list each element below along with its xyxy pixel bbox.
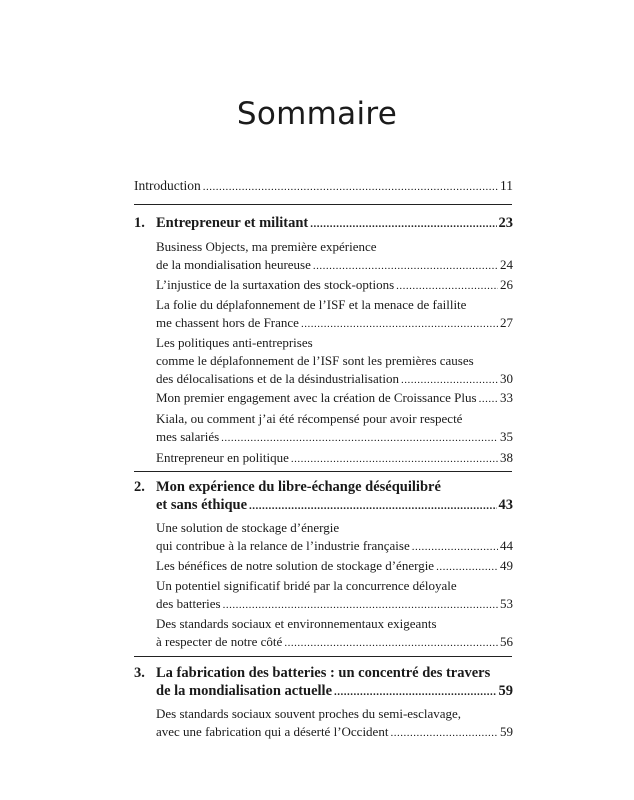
toc-section-1-1 [156, 256, 513, 275]
dot-leader [313, 257, 498, 275]
toc-entry-label: Introduction [134, 178, 201, 193]
toc-section-label: des délocalisations et de la désindustrialisation [156, 371, 399, 386]
toc-page-number: 49 [500, 558, 513, 573]
chapter-number: 2. [134, 479, 145, 495]
dot-leader [223, 596, 498, 614]
toc-section-line: Des standards sociaux et environnementaux exigeants [156, 616, 437, 631]
dot-leader [334, 683, 496, 701]
toc-section-label: Entrepreneur en politique [156, 450, 289, 465]
toc-page-number: 27 [500, 315, 513, 330]
toc-section-line: Des standards sociaux souvent proches du semi-esclavage, [156, 706, 462, 721]
toc-section-line: comme le déplafonnement de l’ISF sont les premières causes [156, 353, 474, 368]
divider [134, 656, 512, 657]
toc-chapter-1 [134, 214, 513, 233]
dot-leader [310, 215, 496, 233]
toc-page-number: 44 [500, 538, 513, 553]
toc-section-label: mes salariés [156, 429, 220, 444]
toc-section-1-5 [156, 389, 513, 408]
toc-section-label: L’injustice de la surtaxation des stock-options [156, 277, 395, 292]
toc-section-3-1 [156, 723, 513, 742]
toc-entry-introduction [134, 177, 513, 196]
dot-leader [436, 558, 498, 576]
dot-leader [291, 450, 498, 468]
toc-page-number: 33 [500, 390, 513, 405]
toc-section-label: de la mondialisation heureuse [156, 257, 311, 272]
toc-page-number: 30 [500, 371, 513, 386]
chapter-title: Entrepreneur et militant [156, 215, 309, 231]
chapter-title: Mon expérience du libre-échange déséquilibré [156, 479, 441, 495]
toc-section-2-1 [156, 537, 513, 556]
toc-section-2-4 [156, 633, 513, 652]
dot-leader [479, 390, 498, 408]
chapter-title: La fabrication des batteries : un concentré des travers [156, 665, 491, 681]
toc-chapter-2-continued [156, 496, 513, 515]
toc-page-number: 11 [500, 178, 513, 193]
toc-page-number: 38 [500, 450, 513, 465]
chapter-title: et sans éthique [156, 497, 248, 513]
toc-section-2-2 [156, 557, 513, 576]
toc-section-1-7 [156, 449, 513, 468]
toc-section-label: à respecter de notre côté [156, 634, 283, 649]
chapter-title: de la mondialisation actuelle [156, 683, 333, 699]
chapter-number: 3. [134, 665, 145, 681]
toc-page-number: 59 [500, 724, 513, 739]
toc-section-line: La folie du déplafonnement de l’ISF et la menace de faillite [156, 297, 467, 312]
dot-leader [412, 538, 498, 556]
toc-chapter-3-continued [156, 682, 513, 701]
toc-section-label: qui contribue à la relance de l’industrie française [156, 538, 410, 553]
toc-chapter-3 [134, 664, 513, 682]
dot-leader [221, 429, 498, 447]
dot-leader [401, 371, 498, 389]
toc-section-label: Mon premier engagement avec la création de Croissance Plus [156, 390, 477, 405]
toc-section-2-3 [156, 595, 513, 614]
toc-section-label: me chassent hors de France [156, 315, 299, 330]
toc-page-number: 53 [500, 596, 513, 611]
toc-page-number: 24 [500, 257, 513, 272]
toc-section-1-6 [156, 428, 513, 447]
dot-leader [390, 724, 498, 742]
dot-leader [249, 497, 496, 515]
toc-section-label: des batteries [156, 596, 221, 611]
dot-leader [301, 315, 498, 333]
toc-page-number: 43 [498, 497, 513, 513]
toc-section-label: avec une fabrication qui a déserté l’Occident [156, 724, 389, 739]
divider [134, 471, 512, 472]
toc-chapter-2 [134, 478, 513, 496]
toc-section-1-2 [156, 276, 513, 295]
toc-page-number: 26 [500, 277, 513, 292]
page-title: Sommaire [236, 96, 398, 132]
chapter-number: 1. [134, 215, 145, 231]
toc-section-label: Les bénéfices de notre solution de stockage d’énergie [156, 558, 435, 573]
toc-section-line: Business Objects, ma première expérience [156, 239, 377, 254]
dot-leader [396, 277, 498, 295]
toc-page-number: 59 [498, 683, 513, 699]
toc-section-1-3 [156, 314, 513, 333]
toc-section-1-4 [156, 370, 513, 389]
toc-page-number: 23 [498, 215, 513, 231]
toc-page-number: 56 [500, 634, 513, 649]
toc-section-line: Les politiques anti-entreprises [156, 335, 313, 350]
toc-page-number: 35 [500, 429, 513, 444]
toc-section-line: Une solution de stockage d’énergie [156, 520, 340, 535]
toc-section-line: Kiala, ou comment j’ai été récompensé pour avoir respecté [156, 411, 463, 426]
dot-leader [284, 634, 498, 652]
dot-leader [203, 178, 498, 196]
divider [134, 204, 512, 205]
toc-section-line: Un potentiel significatif bridé par la concurrence déloyale [156, 578, 457, 593]
